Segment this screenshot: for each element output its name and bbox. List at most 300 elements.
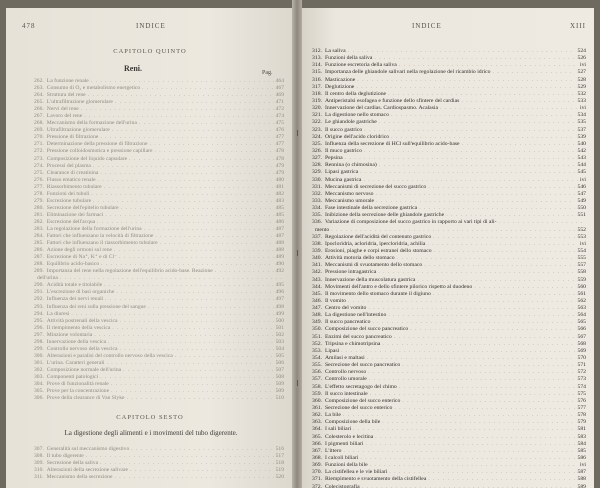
entry-number: 276. [34, 176, 44, 183]
leader-dots [331, 227, 575, 234]
leader-dots [357, 77, 575, 84]
leader-dots [376, 198, 575, 205]
leader-dots [364, 127, 575, 134]
leader-dots [366, 441, 576, 448]
entry-title: L'ittero [324, 447, 342, 454]
entry-title: Colecistografia [324, 483, 360, 488]
entry-title: Le ghiandole gastriche [324, 119, 377, 126]
entry-page: 544 [577, 162, 586, 169]
entry-number: 322. [312, 119, 322, 126]
entry-title: Colesterolo e lecitina [324, 433, 374, 440]
entry-page: ivi [579, 176, 586, 183]
entry-number: 307. [34, 446, 44, 452]
leader-dots [100, 170, 273, 177]
entry-number: 272. [34, 148, 44, 155]
index-entry [312, 448, 586, 455]
index-entry [312, 469, 586, 476]
entry-title: Prove della clearance di Van Slyke [46, 395, 125, 402]
entry-number: 370. [312, 469, 322, 476]
index-entry [312, 384, 586, 391]
index-list [312, 48, 586, 488]
index-entry [34, 474, 284, 481]
entry-number: 318. [312, 90, 322, 97]
leader-dots [363, 177, 578, 184]
entry-title: Meccanismo umorale [324, 197, 375, 204]
entry-page: 482 [275, 190, 284, 197]
entry-number: 301. [34, 359, 44, 366]
entry-title: Acidità totale e titolabile [46, 282, 103, 289]
entry-number: 368. [312, 455, 322, 462]
entry-page: 578 [577, 412, 586, 419]
entry-title: mento [315, 226, 330, 233]
entry-number: 288. [34, 261, 44, 268]
leader-dots [368, 369, 575, 376]
entry-number: 346. [312, 297, 322, 304]
index-entry [312, 62, 586, 69]
leader-dots [367, 355, 576, 362]
entry-page: 532 [577, 90, 586, 97]
index-entry [34, 467, 284, 474]
entry-page: ivi [579, 62, 586, 69]
leader-dots [341, 348, 575, 355]
leader-dots [492, 69, 575, 76]
entry-page: 539 [577, 133, 586, 140]
entry-number: 267. [34, 113, 44, 120]
entry-page: 564 [577, 312, 586, 319]
index-entry [312, 284, 586, 291]
entry-title: Centro del vomito [324, 305, 367, 312]
leader-dots [364, 148, 576, 155]
index-entry [34, 268, 284, 275]
entry-title: L'urina. Caratteri generali [46, 359, 105, 366]
leader-dots [93, 198, 274, 205]
index-entry [312, 298, 586, 305]
leader-dots [119, 254, 274, 261]
entry-title: Funzione escretoria della saliva [324, 62, 397, 69]
entry-page: 585 [577, 447, 586, 454]
entry-title: Escrezione di Na⁺, K⁺ e di Cl⁻ [46, 254, 118, 261]
entry-number: 352. [312, 340, 322, 347]
entry-title: Meccanismi di svuotamento dello stomaco [324, 262, 423, 269]
index-entry [312, 234, 586, 241]
index-list [34, 446, 284, 481]
index-entry [312, 341, 586, 348]
index-entry [34, 381, 284, 388]
index-entry [312, 462, 586, 469]
index-entry [34, 247, 284, 254]
entry-number: 329. [312, 169, 322, 176]
leader-dots [353, 426, 575, 433]
entry-title: Erosioni, piaghe e corpi estranei dello stomaco [324, 247, 432, 254]
index-entry [34, 92, 284, 99]
leader-dots [71, 311, 273, 318]
entry-page: 487 [275, 225, 284, 232]
leader-dots [127, 395, 274, 402]
index-entry [34, 163, 284, 170]
entry-page: 584 [577, 440, 586, 447]
entry-number: 297. [34, 331, 44, 338]
entry-title: Secrezione dell'epitelio tubulare [46, 204, 119, 211]
entry-number: 309. [34, 460, 44, 467]
leader-dots [428, 184, 575, 191]
entry-page: 520 [275, 474, 284, 481]
entry-page: 574 [577, 383, 586, 390]
entry-page: 478 [275, 148, 284, 155]
entry-number: 306. [34, 395, 44, 402]
index-entry [312, 141, 586, 148]
index-entry [312, 227, 586, 234]
index-entry [312, 77, 586, 84]
entry-page: 490 [275, 261, 284, 268]
entry-page: 486 [275, 218, 284, 225]
entry-number: 270. [34, 134, 44, 141]
entry-title: L'escrezione di basi organiche [46, 289, 115, 296]
entry-page: 577 [577, 405, 586, 412]
binding-stitch [297, 130, 298, 136]
entry-title: Determinazione della pressione di filtrazione [46, 141, 148, 148]
entry-page: 552 [577, 226, 586, 233]
index-entry [312, 405, 586, 412]
leader-dots [356, 84, 575, 91]
entry-number: 337. [312, 233, 322, 240]
leader-dots [175, 353, 274, 360]
entry-page: 567 [577, 333, 586, 340]
entry-number: 371. [312, 476, 322, 483]
leader-dots [111, 388, 274, 395]
leader-dots [428, 476, 575, 483]
leader-dots [417, 277, 575, 284]
leader-dots [419, 205, 575, 212]
entry-page: 469 [275, 92, 284, 99]
entry-number: 343. [312, 276, 322, 283]
entry-title: Il muco gastrico [324, 147, 362, 154]
entry-number: 295. [34, 317, 44, 324]
entry-page: 551 [577, 212, 586, 219]
entry-title: L'effetto secretagogo del chimo [324, 383, 397, 390]
leader-dots [399, 62, 578, 69]
entry-number: 287. [34, 254, 44, 261]
index-entry [34, 191, 284, 198]
entry-page: 537 [577, 126, 586, 133]
entry-number: 364. [312, 426, 322, 433]
entry-page: 568 [577, 340, 586, 347]
entry-title: Alterazioni e paralisi del controllo nervoso della vescica [46, 352, 173, 359]
entry-page: 474 [275, 113, 284, 120]
leader-dots [394, 405, 575, 412]
index-entry [312, 119, 586, 126]
entry-number: 305. [34, 388, 44, 395]
entry-page: 555 [577, 255, 586, 262]
leader-dots [391, 112, 576, 119]
section-title: La digestione degli alimenti e i movimenti del tubo digerente. [64, 429, 238, 437]
entry-number: 372. [312, 483, 322, 488]
index-entry [34, 127, 284, 134]
entry-number: 289. [34, 268, 44, 275]
leader-dots [388, 91, 575, 98]
entry-page: ivi [579, 462, 586, 469]
entry-title: Influenza della secrezione di HCl sull'equilibrio acido-base [324, 140, 460, 147]
entry-page: 507 [275, 366, 284, 373]
entry-title: Pepsina [324, 155, 343, 162]
right-page [300, 8, 594, 488]
entry-title: Il succo intestinale [324, 390, 368, 397]
entry-number: 280. [34, 204, 44, 211]
entry-title: Lavoro del rene [46, 113, 83, 120]
entry-page: 519 [275, 467, 284, 474]
entry-title: Antiperistalsi esofagea e funzione dello sfintere del cardias [324, 97, 460, 104]
entry-number: 312. [312, 48, 322, 54]
entry-number: 294. [34, 310, 44, 317]
entry-number: 365. [312, 433, 322, 440]
entry-number: 324. [312, 133, 322, 140]
running-head: INDICE [136, 22, 166, 30]
entry-title: Funzioni dei tubuli [46, 190, 90, 197]
leader-dots [119, 346, 273, 353]
entry-number: 299. [34, 345, 44, 352]
entry-number: 341. [312, 262, 322, 269]
leader-dots [114, 474, 273, 481]
entry-page: 508 [275, 373, 284, 380]
index-entry [312, 248, 586, 255]
entry-title: Lipasi gastrica [324, 169, 359, 176]
entry-title: Masticazione [324, 76, 356, 83]
entry-title: Amilasi e maltasi [324, 355, 365, 362]
entry-page: 542 [577, 147, 586, 154]
index-entry [312, 291, 586, 298]
index-entry [34, 296, 284, 303]
leader-dots [115, 99, 274, 106]
entry-number: 351. [312, 333, 322, 340]
index-entry [312, 484, 586, 488]
entry-page: 533 [577, 97, 586, 104]
index-entry [34, 339, 284, 346]
leader-dots [81, 106, 274, 113]
entry-title: Controllo umorale [324, 376, 367, 383]
entry-page: 559 [577, 276, 586, 283]
index-entry [34, 78, 284, 85]
index-entry [34, 346, 284, 353]
index-entry [312, 334, 586, 341]
entry-page: 546 [577, 183, 586, 190]
index-entry [312, 91, 586, 98]
entry-page: 558 [577, 269, 586, 276]
entry-page: 588 [577, 476, 586, 483]
entry-number: 320. [312, 105, 322, 112]
entry-number: 340. [312, 255, 322, 262]
entry-number: 308. [34, 453, 44, 460]
entry-page: 488 [275, 247, 284, 254]
entry-page: 481 [275, 183, 284, 190]
index-entry [34, 453, 284, 460]
index-entry [312, 148, 586, 155]
index-entry [312, 277, 586, 284]
leader-dots [402, 362, 575, 369]
entry-title: Innervazione della muscolatura gastrica [324, 276, 416, 283]
entry-number: 290. [34, 282, 44, 289]
entry-title: Flusso ematico renale [46, 176, 96, 183]
index-entry [34, 395, 284, 402]
entry-page: ivi [579, 240, 586, 247]
leader-dots [60, 275, 282, 282]
leader-dots [461, 98, 575, 105]
index-entry [312, 376, 586, 383]
entry-page: 547 [577, 190, 586, 197]
index-entry [34, 332, 284, 339]
entry-title: La diuresi [46, 310, 70, 317]
index-entry [34, 275, 284, 282]
entry-page: 505 [275, 352, 284, 359]
entry-page: 565 [577, 319, 586, 326]
index-entry [34, 148, 284, 155]
entry-number: 291. [34, 289, 44, 296]
index-entry [34, 289, 284, 296]
index-entry [34, 184, 284, 191]
entry-page: 576 [577, 397, 586, 404]
index-entry [312, 312, 586, 319]
index-entry [312, 155, 586, 162]
entry-title: La digestione nell'intestino [324, 312, 387, 319]
leader-dots [424, 262, 575, 269]
leader-dots [139, 120, 274, 127]
entry-title: Funzioni della bile [324, 462, 368, 469]
index-entry [34, 226, 284, 233]
entry-title: Composizione della bile [324, 419, 381, 426]
entry-page: 510 [275, 395, 284, 402]
leader-dots [402, 398, 575, 405]
leader-dots [101, 261, 273, 268]
index-entry [34, 446, 284, 453]
leader-dots [498, 219, 584, 226]
entry-page: 583 [577, 433, 586, 440]
entry-number: 336. [312, 219, 322, 226]
entry-title: L'ultrafiltrazione glomerulare [46, 99, 113, 106]
leader-dots [112, 127, 274, 134]
leader-dots [345, 155, 576, 162]
index-entry [34, 170, 284, 177]
leader-dots [397, 255, 576, 262]
leader-dots [410, 326, 575, 333]
entry-title: Nervi del rene [46, 106, 79, 113]
entry-page: 571 [577, 362, 586, 369]
entry-page: 543 [577, 155, 586, 162]
index-entry [34, 304, 284, 311]
entry-number: 269. [34, 127, 44, 134]
leader-dots [111, 381, 274, 388]
index-entry [34, 318, 284, 325]
entry-number: 275. [34, 169, 44, 176]
entry-page: 485 [275, 204, 284, 211]
entry-title: Riempimento e svuotamento della cistifellea [324, 476, 427, 483]
leader-dots [149, 141, 273, 148]
entry-page: 485 [275, 211, 284, 218]
entry-number: 311. [34, 474, 44, 481]
entry-title: Pressione di filtrazione [46, 134, 99, 141]
index-entry [312, 98, 586, 105]
leader-dots [97, 219, 273, 226]
index-entry [312, 305, 586, 312]
index-entry [312, 162, 586, 169]
leader-dots [105, 212, 273, 219]
index-entry [312, 212, 586, 219]
leader-dots [379, 162, 576, 169]
entry-page: 566 [577, 326, 586, 333]
index-entry [312, 205, 586, 212]
index-entry [312, 48, 586, 55]
entry-number: 284. [34, 233, 44, 240]
entry-page: 477 [275, 141, 284, 148]
leader-dots [348, 48, 576, 55]
entry-page: 529 [577, 83, 586, 90]
entry-page: 503 [275, 338, 284, 345]
index-entry [312, 112, 586, 119]
entry-page: 464 [275, 78, 284, 84]
entry-page: 479 [275, 162, 284, 169]
leader-dots [462, 141, 576, 148]
entry-number: 356. [312, 369, 322, 376]
entry-page: 487 [275, 233, 284, 240]
entry-title: La bile [324, 412, 341, 419]
index-entry [34, 198, 284, 205]
index-list [34, 78, 284, 402]
leader-dots [100, 374, 273, 381]
entry-page: 477 [275, 134, 284, 141]
leader-dots [360, 455, 575, 462]
entry-title: Ipocloridria, acloridria, ipercloridria, achilia [324, 240, 426, 247]
entry-number: 298. [34, 338, 44, 345]
entry-number: 304. [34, 381, 44, 388]
entry-title: dell'urina [37, 275, 58, 282]
entry-number: 264. [34, 92, 44, 99]
leader-dots [98, 177, 274, 184]
entry-title: Consumo di O₂ e metabolismo energetico [46, 85, 141, 92]
entry-page: 495 [275, 282, 284, 289]
section-title: Reni. [124, 64, 142, 73]
entry-title: I pigmenti biliari [324, 440, 364, 447]
leader-dots [379, 119, 576, 126]
index-entry [312, 412, 586, 419]
entry-number: 302. [34, 366, 44, 373]
entry-page: 488 [275, 240, 284, 247]
entry-page: 475 [275, 120, 284, 127]
entry-page: 589 [577, 483, 586, 488]
index-entry [34, 106, 284, 113]
index-entry [34, 254, 284, 261]
index-entry [312, 177, 586, 184]
entry-page: 569 [577, 347, 586, 354]
entry-page: 518 [275, 460, 284, 467]
index-entry [312, 69, 586, 76]
index-entry [312, 105, 586, 112]
entry-number: 345. [312, 290, 322, 297]
entry-number: 348. [312, 312, 322, 319]
index-entry [34, 85, 284, 92]
entry-number: 339. [312, 247, 322, 254]
entry-page: 561 [577, 290, 586, 297]
index-entry [312, 198, 586, 205]
binding-stitch [297, 380, 298, 386]
entry-title: La funzione renale [46, 78, 89, 84]
entry-title: Deglutizione [324, 83, 355, 90]
entry-title: Influenza dei nervi renali [46, 296, 104, 303]
entry-number: 361. [312, 405, 322, 412]
entry-number: 350. [312, 326, 322, 333]
entry-title: Meccanismo della secrezione [46, 474, 113, 481]
entry-page: 517 [275, 453, 284, 460]
index-entry [312, 398, 586, 405]
left-page [6, 8, 294, 488]
entry-page: 489 [275, 254, 284, 261]
entry-title: Pressione colloidosmotica e pressione capillare [46, 148, 153, 155]
